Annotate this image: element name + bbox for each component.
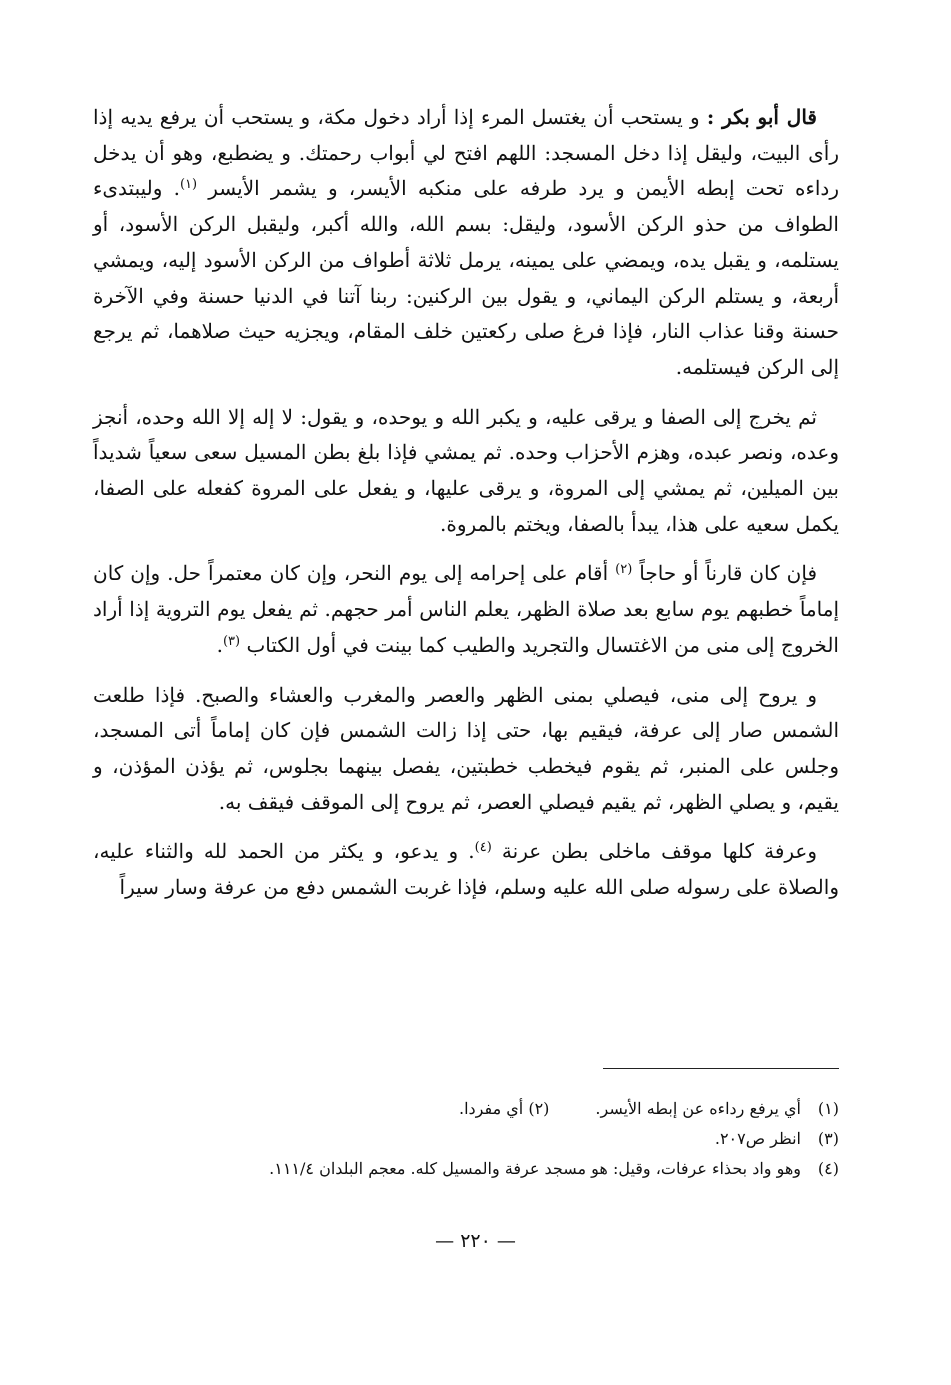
- footnote-2-number: (٢): [528, 1099, 550, 1118]
- paragraph-1-text-b: . وليبتدىء الطواف من حذو الركن الأسود، وليقل: بسم الله، والله أكبر، وليقبل الركن الأسود، أو يستلمه، و يقبل يده، ويمضي على يمينه، يرمل ثلاثة أطواف من الركن الأسود إليه، ويمشي أربعة، و يستلم الركن اليماني، و يقول بين الركنين: ربنا آتنا في الدنيا حسنة وفي الآخرة حسنة وقنا عذاب النار، فإذا فرغ صلى ركعتين خلف المقام، ويجزيه حيث صلاهما، ثم يرجع إلى الركن فيستلمه.: [93, 176, 840, 379]
- paragraph-5: [93, 834, 839, 905]
- footnote-4-number: (٤): [817, 1159, 839, 1178]
- footnote-line-1-2: [139, 1094, 839, 1124]
- paragraph-4-text: و يروح إلى منى، فيصلي بمنى الظهر والعصر والمغرب والعشاء والصبح. فإذا طلعت الشمس صار إلى عرفة، فيقيم بها، حتى إذا زالت الشمس فإن كان إماماً أتى المسجد، وجلس على المنبر، ثم يقوم فيخطب خطبتين، يفصل بينهما بجلوس، ثم يؤذن المؤذن، و يقيم، و يصلي الظهر، ثم يقيم فيصلي العصر، ثم يروح إلى الموقف فيقف به.: [93, 682, 839, 814]
- page-body: [93, 100, 839, 920]
- footnote-4-text: وهو واد بحذاء عرفات، وقيل: هو مسجد عرفة والمسيل كله. معجم البلدان ١١١/٤.: [269, 1159, 801, 1178]
- paragraph-3-text-a: فإن كان قارناً أو حاجاً: [639, 561, 817, 586]
- paragraph-5-text-b: . و يدعو، و يكثر من الحمد لله والثناء عليه، والصلاة على رسوله صلى الله عليه وسلم، فإذا غربت الشمس دفع من عرفة وسار سيراً: [93, 839, 839, 900]
- footnote-1-text: أي يرفع رداءه عن إبطه الأيسر.: [595, 1099, 801, 1118]
- footnote-ref-1: (١): [179, 177, 198, 193]
- paragraph-2-text: ثم يخرج إلى الصفا و يرقى عليه، و يكبر الله و يوحده، و يقول: لا إله إلا الله وحده، أنجز وعده، ونصر عبده، وهزم الأحزاب وحده. ثم يمشي فإذا بلغ بطن المسيل سعى سعياً شديداً بين الميلين، ثم يمشي إلى المروة، و يرقى عليها، و يفعل على المروة كفعله على الصفا، يكمل سعيه على هذا، يبدأ بالصفا، ويختم بالمروة.: [93, 404, 839, 536]
- paragraph-5-text-a: وعرفة كلها موقف ماخلى بطن عرنة: [501, 839, 818, 864]
- footnote-ref-3: (٣): [222, 633, 241, 649]
- paragraph-3-text-b: أقام على إحرامه إلى يوم النحر، وإن كان معتمراً حل. وإن كان إماماً خطبهم يوم سابع بعد صلاة الظهر، يعلم الناس أمر حجهم. ثم يفعل يوم التروية إذا أراد الخروج إلى منى من الاغتسال والتجريد والطيب كما بينت في أول الكتاب: [93, 561, 839, 657]
- footnote-3-text: انظر ص٢٠٧.: [714, 1129, 801, 1148]
- page-number: — ٢٢٠ —: [435, 1230, 516, 1252]
- footnote-1-number: (١): [817, 1099, 839, 1118]
- paragraph-4: [93, 678, 839, 821]
- footnotes: [139, 1094, 839, 1184]
- paragraph-3: [93, 556, 839, 663]
- footnote-ref-4: (٤): [474, 840, 492, 856]
- paragraph-2: [93, 400, 839, 543]
- footnote-separator: [603, 1068, 839, 1069]
- footnote-line-3: [139, 1124, 839, 1154]
- footnote-ref-2: (٢): [615, 562, 633, 578]
- footnote-line-4: [139, 1154, 839, 1184]
- footnote-2-text: أي مفردا.: [459, 1099, 524, 1118]
- footnote-3-number: (٣): [817, 1129, 839, 1148]
- speaker-lead: قال أبو بكر :: [706, 105, 817, 129]
- paragraph-1-text-a: و يستحب أن يغتسل المرء إذا أراد دخول مكة، و يستحب أن يرفع يديه إذا رأى البيت، وليقل إذا دخل المسجد: اللهم افتح لي أبواب رحمتك. و يضطبع، وهو أن يدخل رداءه تحت إبطه الأيمن و يرد طرفه على منكبه الأيسر، و يشمر الأيسر: [93, 105, 839, 201]
- paragraph-3-text-c: .: [216, 632, 223, 657]
- paragraph-1: [93, 100, 839, 386]
